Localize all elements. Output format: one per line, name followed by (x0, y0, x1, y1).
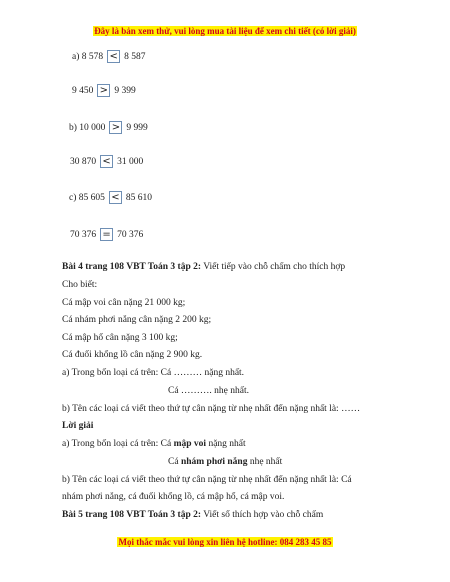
question-a-line-1: a) Trong bốn loại cá trên: Cá ……… nặng nhất. (62, 368, 245, 378)
question-b: b) Tên các loại cá viết theo thứ tự cân nặng từ nhẹ nhất đến nặng nhất là: …… (62, 404, 361, 414)
comparison-right: 9 399 (114, 85, 136, 96)
fact-line: Cá mập voi cân nặng 21 000 kg; (62, 298, 186, 308)
fact-line: Cá mập hổ cân nặng 3 100 kg; (62, 333, 178, 343)
preview-notice-banner: Đây là bản xem thử, vui lòng mua tài liệu để xem chi tiết (có lời giải) (94, 26, 356, 36)
given-label: Cho biết: (62, 280, 98, 290)
comparison-sign-box: < (100, 155, 113, 168)
exercise-4-heading (62, 261, 407, 273)
fact-line: Cá đuối khổng lồ cân nặng 2 900 kg. (62, 350, 203, 360)
comparison-right: 31 000 (117, 156, 144, 167)
answer-text: nhẹ nhất (247, 457, 283, 467)
comparison-sign-box: > (109, 121, 122, 134)
exercise-4-title: Bài 4 trang 108 VBT Toán 3 tập 2: (62, 262, 202, 272)
answer-a-line-1 (62, 438, 407, 450)
comparison-right: 9 999 (126, 122, 148, 133)
comparison-row-3 (69, 121, 148, 134)
comparison-left: a) 8 578 (72, 51, 104, 62)
hotline-banner: Mọi thắc mắc vui lòng xin liên hệ hotline: 084 283 45 85 (118, 537, 332, 547)
answer-highlight: nhám phơi nắng (180, 457, 248, 467)
comparison-row-2 (72, 84, 136, 97)
comparison-left: 30 870 (70, 156, 97, 167)
answer-highlight: mập voi (173, 439, 207, 449)
comparison-right: 85 610 (125, 192, 153, 203)
answer-a-line-2 (168, 456, 408, 468)
answer-text: a) Trong bốn loại cá trên: Cá (62, 439, 174, 449)
answer-b-line-1: b) Tên các loại cá viết theo thứ tự cân nặng từ nhẹ nhất đến nặng nhất là: Cá (62, 475, 352, 485)
comparison-right: 70 376 (117, 229, 144, 240)
comparison-sign-box: < (107, 50, 120, 63)
comparison-right: 8 587 (124, 51, 146, 62)
comparison-row-5 (69, 191, 152, 204)
fact-line: Cá nhám phơi nắng cân nặng 2 200 kg; (62, 315, 212, 325)
comparison-left: b) 10 000 (69, 122, 106, 133)
exercise-5-title: Bài 5 trang 108 VBT Toán 3 tập 2: (62, 510, 202, 520)
exercise-4-instruction: Viết tiếp vào chỗ chấm cho thích hợp (201, 262, 346, 272)
comparison-sign-box: = (100, 228, 113, 241)
question-a-line-2: Cá ………. nhẹ nhất. (168, 386, 250, 396)
comparison-sign-box: > (97, 84, 110, 97)
solution-heading: Lời giải (62, 421, 94, 431)
comparison-row-6 (70, 228, 143, 241)
comparison-left: c) 85 605 (69, 192, 105, 203)
exercise-5-heading (62, 509, 407, 521)
answer-text: nặng nhất (206, 439, 246, 449)
comparison-row-1 (72, 50, 146, 63)
comparison-row-4 (70, 155, 143, 168)
comparison-left: 70 376 (70, 229, 97, 240)
answer-b-line-2: nhám phơi nắng, cá đuối khổng lồ, cá mập hổ, cá mập voi. (62, 492, 285, 502)
exercise-5-instruction: Viết số thích hợp vào chỗ chấm (201, 510, 324, 520)
comparison-left: 9 450 (72, 85, 94, 96)
answer-text: Cá (168, 457, 181, 467)
comparison-sign-box: < (109, 191, 122, 204)
